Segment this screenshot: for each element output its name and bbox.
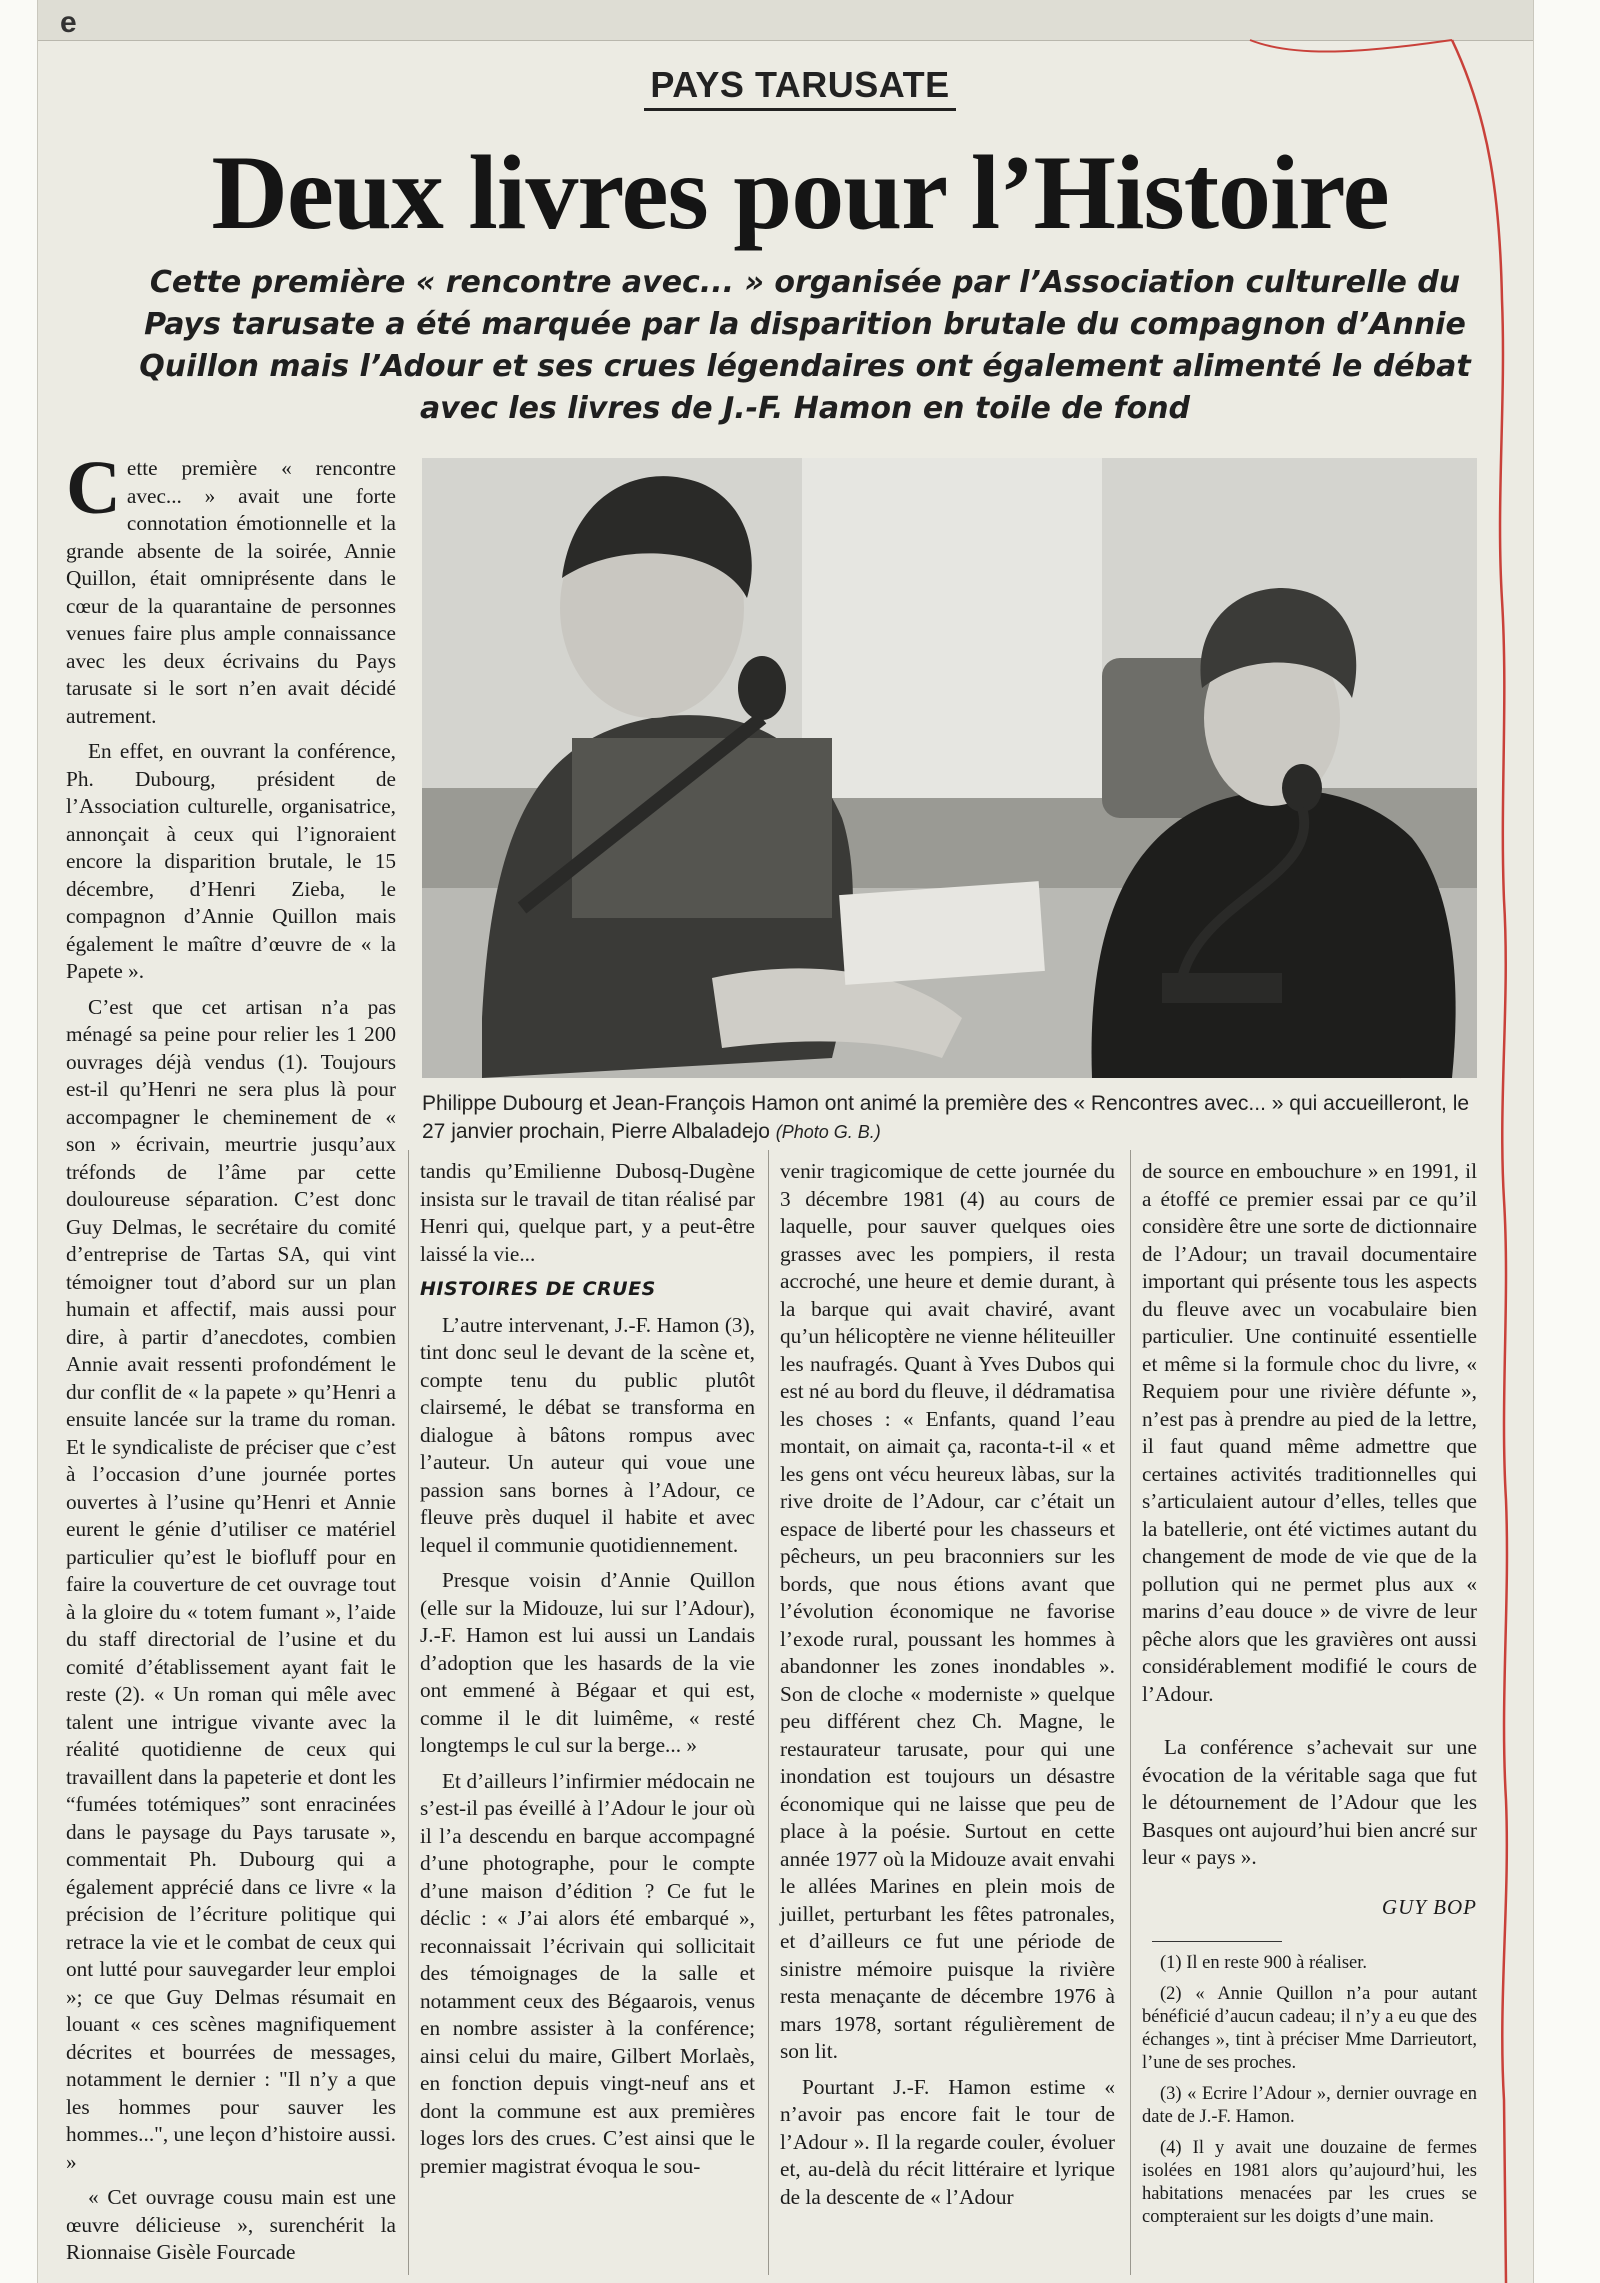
paragraph: tandis qu’Emilienne Dubosq-Dugène insista sur le travail de titan réalisé par Henri qui, quelque part, y a peut-être laissé la vie... [420,1159,755,1266]
section-label: PAYS TARUSATE [0,64,1600,106]
photo [422,458,1477,1078]
paragraph: « Cet ouvrage cousu main est une œuvre délicieuse », surenchérit la Rionnaise Gisèle Fourcade [66,2185,396,2264]
paragraph: Pourtant J.-F. Hamon estime « n’avoir pas encore fait le tour de l’Adour ». Il la regarde couler, évoluer et, au-delà du récit littéraire et lyrique de la descente de « l’Adour [780,2074,1115,2209]
article-column-2 [420,1158,755,2180]
torn-top-strip [38,0,1533,41]
footnote: (3) « Ecrire l’Adour », dernier ouvrage en date de J.-F. Hamon. [1142,2084,1477,2127]
article-column-3 [780,1158,1115,2211]
footnote: (1) Il en reste 900 à réaliser. [1160,1953,1368,1973]
standfirst: Cette première « rencontre avec... » organisée par l’Association culturelle du Pays tarusate a été marquée par la disparition brutale du compagnon d’Annie Quillon mais l’Adour et ses crues légendaires ont également alimenté le débat avec les livres de J.-F. Hamon en toile de fond [139,265,1471,426]
photo-credit: (Photo G. B.) [775,1122,881,1142]
footnote: (4) Il y avait une douzaine de fermes isolées en 1981 alors qu’aujourd’hui, les habitations menacées par les crues se compteraient sur les doigts d’une main. [1142,2138,1477,2227]
column-rule [768,1150,769,2275]
notes-rule [1152,1941,1282,1942]
column-rule [408,1150,409,2275]
paragraph: C’est que cet artisan n’a pas ménagé sa peine pour relier les 1 200 ouvrages déjà vendus (1). Toujours est-il qu’Henri ne sera plus là pour accompagner le cheminement de « son » écrivain, meurtrie jusqu’aux tréfonds de l’âme par cette douloureuse séparation. C’est donc Guy Delmas, le secrétaire du comité d’entreprise de Tartas SA, qui vint témoigner tout d’abord sur un plan humain et affectif, mais aussi pour dire, à partir d’anecdotes, combien Annie avait ressenti profondément le dur conflit de « la papete » qu’Henri a ensuite lancée sur la trame du roman. Et le syndicaliste de préciser que c’est à l’occasion d’une journée portes ouvertes à l’usine qu’Henri et Annie eurent le génie d’utiliser ce matériel particulier qu’est le biofluff pour en faire la couverture de cet ouvrage tout à la gloire du « totem fumant », l’aide du staff directorial de l’usine et du comité d’établissement ayant fait le reste (2). « Un roman qui mêle avec talent une intrigue vivante avec la réalité quotidienne de ceux qui travaillent dans la papeterie et dont les “fumées totémiques” sont enracinées dans le paysage du Pays tarusate », commentait Ph. Dubourg qui a également apprécié dans ce livre « la précision de l’écriture politique qui retrace la vie et le combat de ceux qui ont lutté pour sauvegarder leur emploi »; ce que Guy Delmas résumait en louant « ces scènes magnifiquement décrites et bourrées de messages, notamment le dernier : "Il n’y a que les hommes pour sauver les hommes...", une leçon d’histoire aussi. » [66,994,396,2174]
paragraph: Cette première « rencontre avec... » avait une forte connotation émotionnelle et la grande absente de la soirée, Annie Quillon, était omniprésente dans le cœur de la quarantaine de personnes venues faire plus ample connaissance avec les deux écrivains du Pays tarusate si le sort n’en avait décidé autrement. [66,446,396,728]
paragraph: de source en embouchure » en 1991, il a étoffé ce premier essai par ce qu’il considère être une sorte de dictionnaire de l’Adour; un travail documentaire important qui présente tous les aspects du fleuve avec un vocabulaire bien particulier. Une continuité essentielle et même si la formule choc du livre, « Requiem pour une rivière défunte », n’est pas à prendre au pied de la lettre, il faut quand même admettre que certaines activités traditionnelles qui s’articulaient autour d’elles, telles que la batellerie, ont été victimes autant du changement de mode de vie que de la pollution qui ne permet plus aux « marins d’eau douce » de vivre de leur pêche alors que les gravières ont aussi considérablement modifié le cours de l’Adour. [1142,1159,1477,1706]
paragraph: Presque voisin d’Annie Quillon (elle sur la Midouze, lui sur l’Adour), J.-F. Hamon est lui aussi un Landais d’adoption que les hasards de la vie ont emmené à Bégaar et qui est, comme il le dit luimême, « resté longtemps le cul sur la berge... » [420,1568,755,1757]
paragraph: venir tragicomique de cette journée du 3 décembre 1981 (4) au cours de laquelle, pour sauver quelques oies grasses avec les pompiers, il resta accroché, une heure et demie durant, à la barque qui avait chaviré, avant qu’un hélicoptère ne vienne héliteuiller les naufragés. Quant à Yves Dubos qui est né au bord du fleuve, il dédramatisa les choses : « Enfants, quand l’eau montait, on aimait ça, raconta-t-il « et les gens ont vécu heureux làbas, sur la rive droite de l’Adour, car c’était un espace de liberté pour les chasseurs et pêcheurs, un peu braconniers sur les bords, que nous étions avant que l’évolution économique ne favorise l’exode rural, poussant les hommes à abandonner les zones inondables ». Son de cloche « moderniste » quelque peu différent chez Ch. Magne, le restaurateur tarusate, pour qui une inondation est toujours un désastre économique qui ne laisse que peu de place à la poésie. Surtout en cette année 1977 où la Midouze avait envahi le allées Marines en plein mois de juillet, perturbant les fêtes patronales, et d’ailleurs ce fut une période de sinistre mémoire puisque la rivière resta menaçante de décembre 1976 à mars 1978, sortant régulièrement de son lit. [780,1159,1115,2063]
author-signature: GUY BOP [1381,1894,1477,1919]
paragraph: L’autre intervenant, J.-F. Hamon (3), tint donc seul le devant de la scène et, compte tenu du public plutôt clairsemé, le débat se transforma en dialogue à bâtons rompus avec l’auteur. Un auteur qui voue une passion sans bornes à l’Adour, ce fleuve près duquel il habite et avec lequel il communie quotidiennement. [420,1312,755,1557]
article-column-4 [1142,1158,1477,2232]
paragraph: En effet, en ouvrant la conférence, Ph. Dubourg, président de l’Association culturelle, organisatrice, annonçait à ceux qui l’ignoraient encore la disparition brutale, le 15 décembre, d’Henri Zieba, le compagnon d’Annie Quillon mais également le maître d’œuvre de « la Papete ». [66,739,396,983]
paragraph: Et d’ailleurs l’infirmier médocain ne s’est-il pas éveillé à l’Adour le jour où il l’a descendu en barque accompagné d’une photographe, pour le compte d’une maison d’édition ? Ce fut le déclic : « J’ai alors été embarqué », reconnaissait l’écrivain qui sollicitait des témoignages de la salle et notamment ceux des Bégaarois, venus en nombre assister à la conférence; ainsi celui du maire, Gilbert Morlaès, en fonction depuis vingt-neuf ans et dont la commune est aux premières loges lors des crues. C’est ainsi que le premier magistrat évoqua le sou- [420,1768,755,2178]
subheading: HISTOIRES DE CRUES [420,1278,656,1300]
photo-caption [422,1090,1492,1146]
article-column-1 [66,446,396,2267]
footnotes [1142,1952,1477,2229]
caption-text: Philippe Dubourg et Jean-François Hamon ont animé la première des « Rencontres avec... » qui accueilleront, le 27 janvier prochain, Pierre Albaladejo [422,1092,1470,1143]
corner-fragment: e [60,6,77,39]
footnote: (2) « Annie Quillon n’a pour autant bénéficié d’aucun cadeau; il n’y a eu que des échanges », tint à préciser Mme Darrieutort, l’une de ses proches. [1142,1984,1477,2073]
headline: Deux livres pour l’Histoire [211,134,1389,251]
paragraph: La conférence s’achevait sur une évocation de la véritable saga que fut le détournement de l’Adour que les Basques ont aujourd’hui bien ancré sur leur « pays ». [1142,1735,1477,1869]
column-rule [1130,1150,1131,2275]
